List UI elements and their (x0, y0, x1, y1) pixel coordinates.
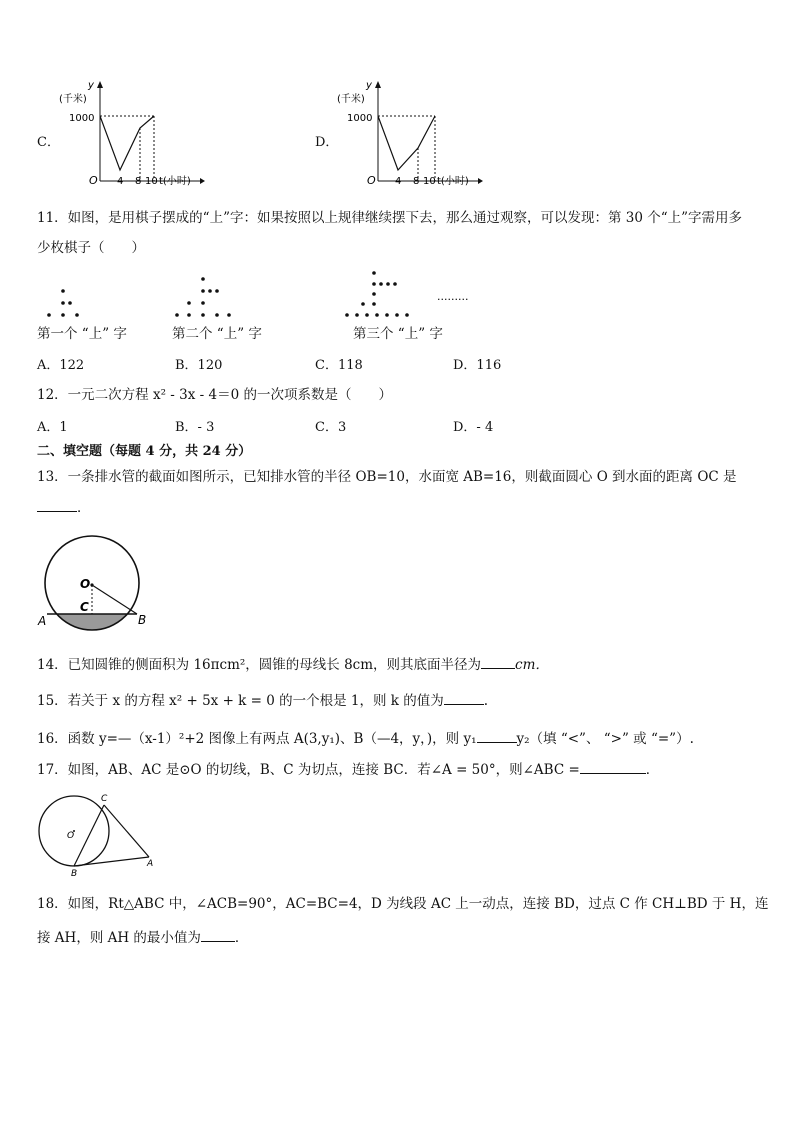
pipe-section-figure (37, 535, 149, 635)
x-tick-8: 8 (413, 176, 420, 187)
q15-tail: . (483, 693, 489, 709)
x-tick-10: 10 (423, 176, 436, 187)
label-b: B (71, 869, 78, 878)
q12-stem: 12．一元二次方程 x² - 3x - 4＝0 的一次项系数是（ ） (37, 387, 392, 403)
q13-line2 (37, 497, 91, 518)
answer-blank[interactable] (201, 927, 235, 942)
q17-text: 17．如图，AB、AC 是⊙O 的切线，B、C 为切点，连接 BC．若∠A = 50°，则∠ABC = (37, 762, 580, 778)
label-a: A (38, 614, 47, 628)
q15-line (37, 690, 488, 711)
y-tick-label: 1000 (69, 113, 95, 124)
caption-3: 第三个 “上” 字 (353, 326, 443, 342)
y-unit-label: (千米) (337, 94, 365, 105)
continuation-dots: ......... (437, 290, 469, 303)
q18-tail: ． (234, 930, 249, 946)
q11-option-d: D．116 (453, 358, 502, 373)
origin-label: O (367, 174, 376, 187)
q17-line (37, 759, 659, 780)
answer-blank[interactable] (444, 690, 484, 705)
y-tick-label: 1000 (347, 113, 373, 124)
y-unit-label: (千米) (59, 94, 87, 105)
q18-text: 接 AH，则 AH 的最小值为 (37, 930, 201, 946)
graph-c (55, 78, 205, 193)
q14-text: 14．已知圆锥的侧面积为 16πcm²，圆锥的母线长 8cm，则其底面半径为 (37, 657, 482, 673)
x-tick-4: 4 (117, 176, 124, 187)
answer-blank[interactable] (481, 654, 515, 669)
q18-line2 (37, 927, 248, 948)
label-a: A (147, 859, 154, 869)
q14-line (37, 654, 549, 675)
q11-option-a: A．122 (37, 358, 85, 373)
graph-d (333, 78, 483, 193)
q11-line1: 11．如图，是用棋子摆成的“上”字：如果按照以上规律继续摆下去，那么通过观察，可以发现：第 30 个“上”字需用多 (37, 210, 743, 226)
option-d-label: D． (315, 135, 339, 150)
label-b: B (138, 613, 147, 627)
label-o: O (80, 577, 91, 591)
tangent-circle-figure (37, 793, 162, 878)
x-tick-4: 4 (395, 176, 402, 187)
q17-tail: ． (645, 762, 660, 778)
chess-pattern-figure (37, 268, 497, 324)
origin-label: O (89, 174, 98, 187)
q16-text: 16．函数 y=—（x-1）²+2 图像上有两点 A(3,y₁)、B（—4，y，)，则 y₁ (37, 731, 477, 747)
label-o: O (67, 831, 75, 841)
x-tick-10: 10 (145, 176, 158, 187)
q11-line2: 少枚棋子（ ） (37, 240, 145, 256)
q18-line1: 18．如图，Rt△ABC 中，∠ACB=90°，AC=BC=4，D 为线段 AC 上一动点，连接 BD，过点 C 作 CH⊥BD 于 H，连 (37, 896, 769, 912)
q12-option-a: A．1 (37, 420, 68, 435)
q16-tail: y₂（填 “<”、 “>” 或 “=”）. (516, 731, 694, 747)
q11-option-c: C．118 (315, 358, 363, 373)
y-axis-label: y (366, 80, 372, 91)
q13-tail: ． (77, 500, 91, 516)
q14-unit: cm． (515, 657, 549, 673)
y-axis-label: y (88, 80, 94, 91)
q15-text: 15．若关于 x 的方程 x² + 5x + k = 0 的一个根是 1，则 k 的值为 (37, 693, 444, 709)
q13-line1: 13．一条排水管的截面如图所示，已知排水管的半径 OB=10，水面宽 AB=16，则截面圆心 O 到水面的距离 OC 是 (37, 469, 737, 485)
caption-2: 第二个 “上” 字 (172, 326, 262, 342)
x-axis-label: t(小时) (437, 176, 469, 187)
section-heading: 二、填空题（每题 4 分，共 24 分） (37, 444, 252, 459)
answer-blank[interactable] (580, 759, 646, 774)
label-c: C (101, 794, 108, 804)
q16-line (37, 728, 694, 749)
label-c: C (80, 600, 89, 614)
q12-option-b: B．- 3 (175, 420, 215, 435)
answer-blank[interactable] (477, 728, 517, 743)
x-tick-8: 8 (135, 176, 142, 187)
caption-1: 第一个 “上” 字 (37, 326, 127, 342)
q12-option-c: C．3 (315, 420, 347, 435)
q11-option-b: B．120 (175, 358, 223, 373)
x-axis-label: t(小时) (159, 176, 191, 187)
answer-blank[interactable] (37, 497, 77, 512)
q12-option-d: D．- 4 (453, 420, 494, 435)
option-c-label: C． (37, 135, 60, 150)
